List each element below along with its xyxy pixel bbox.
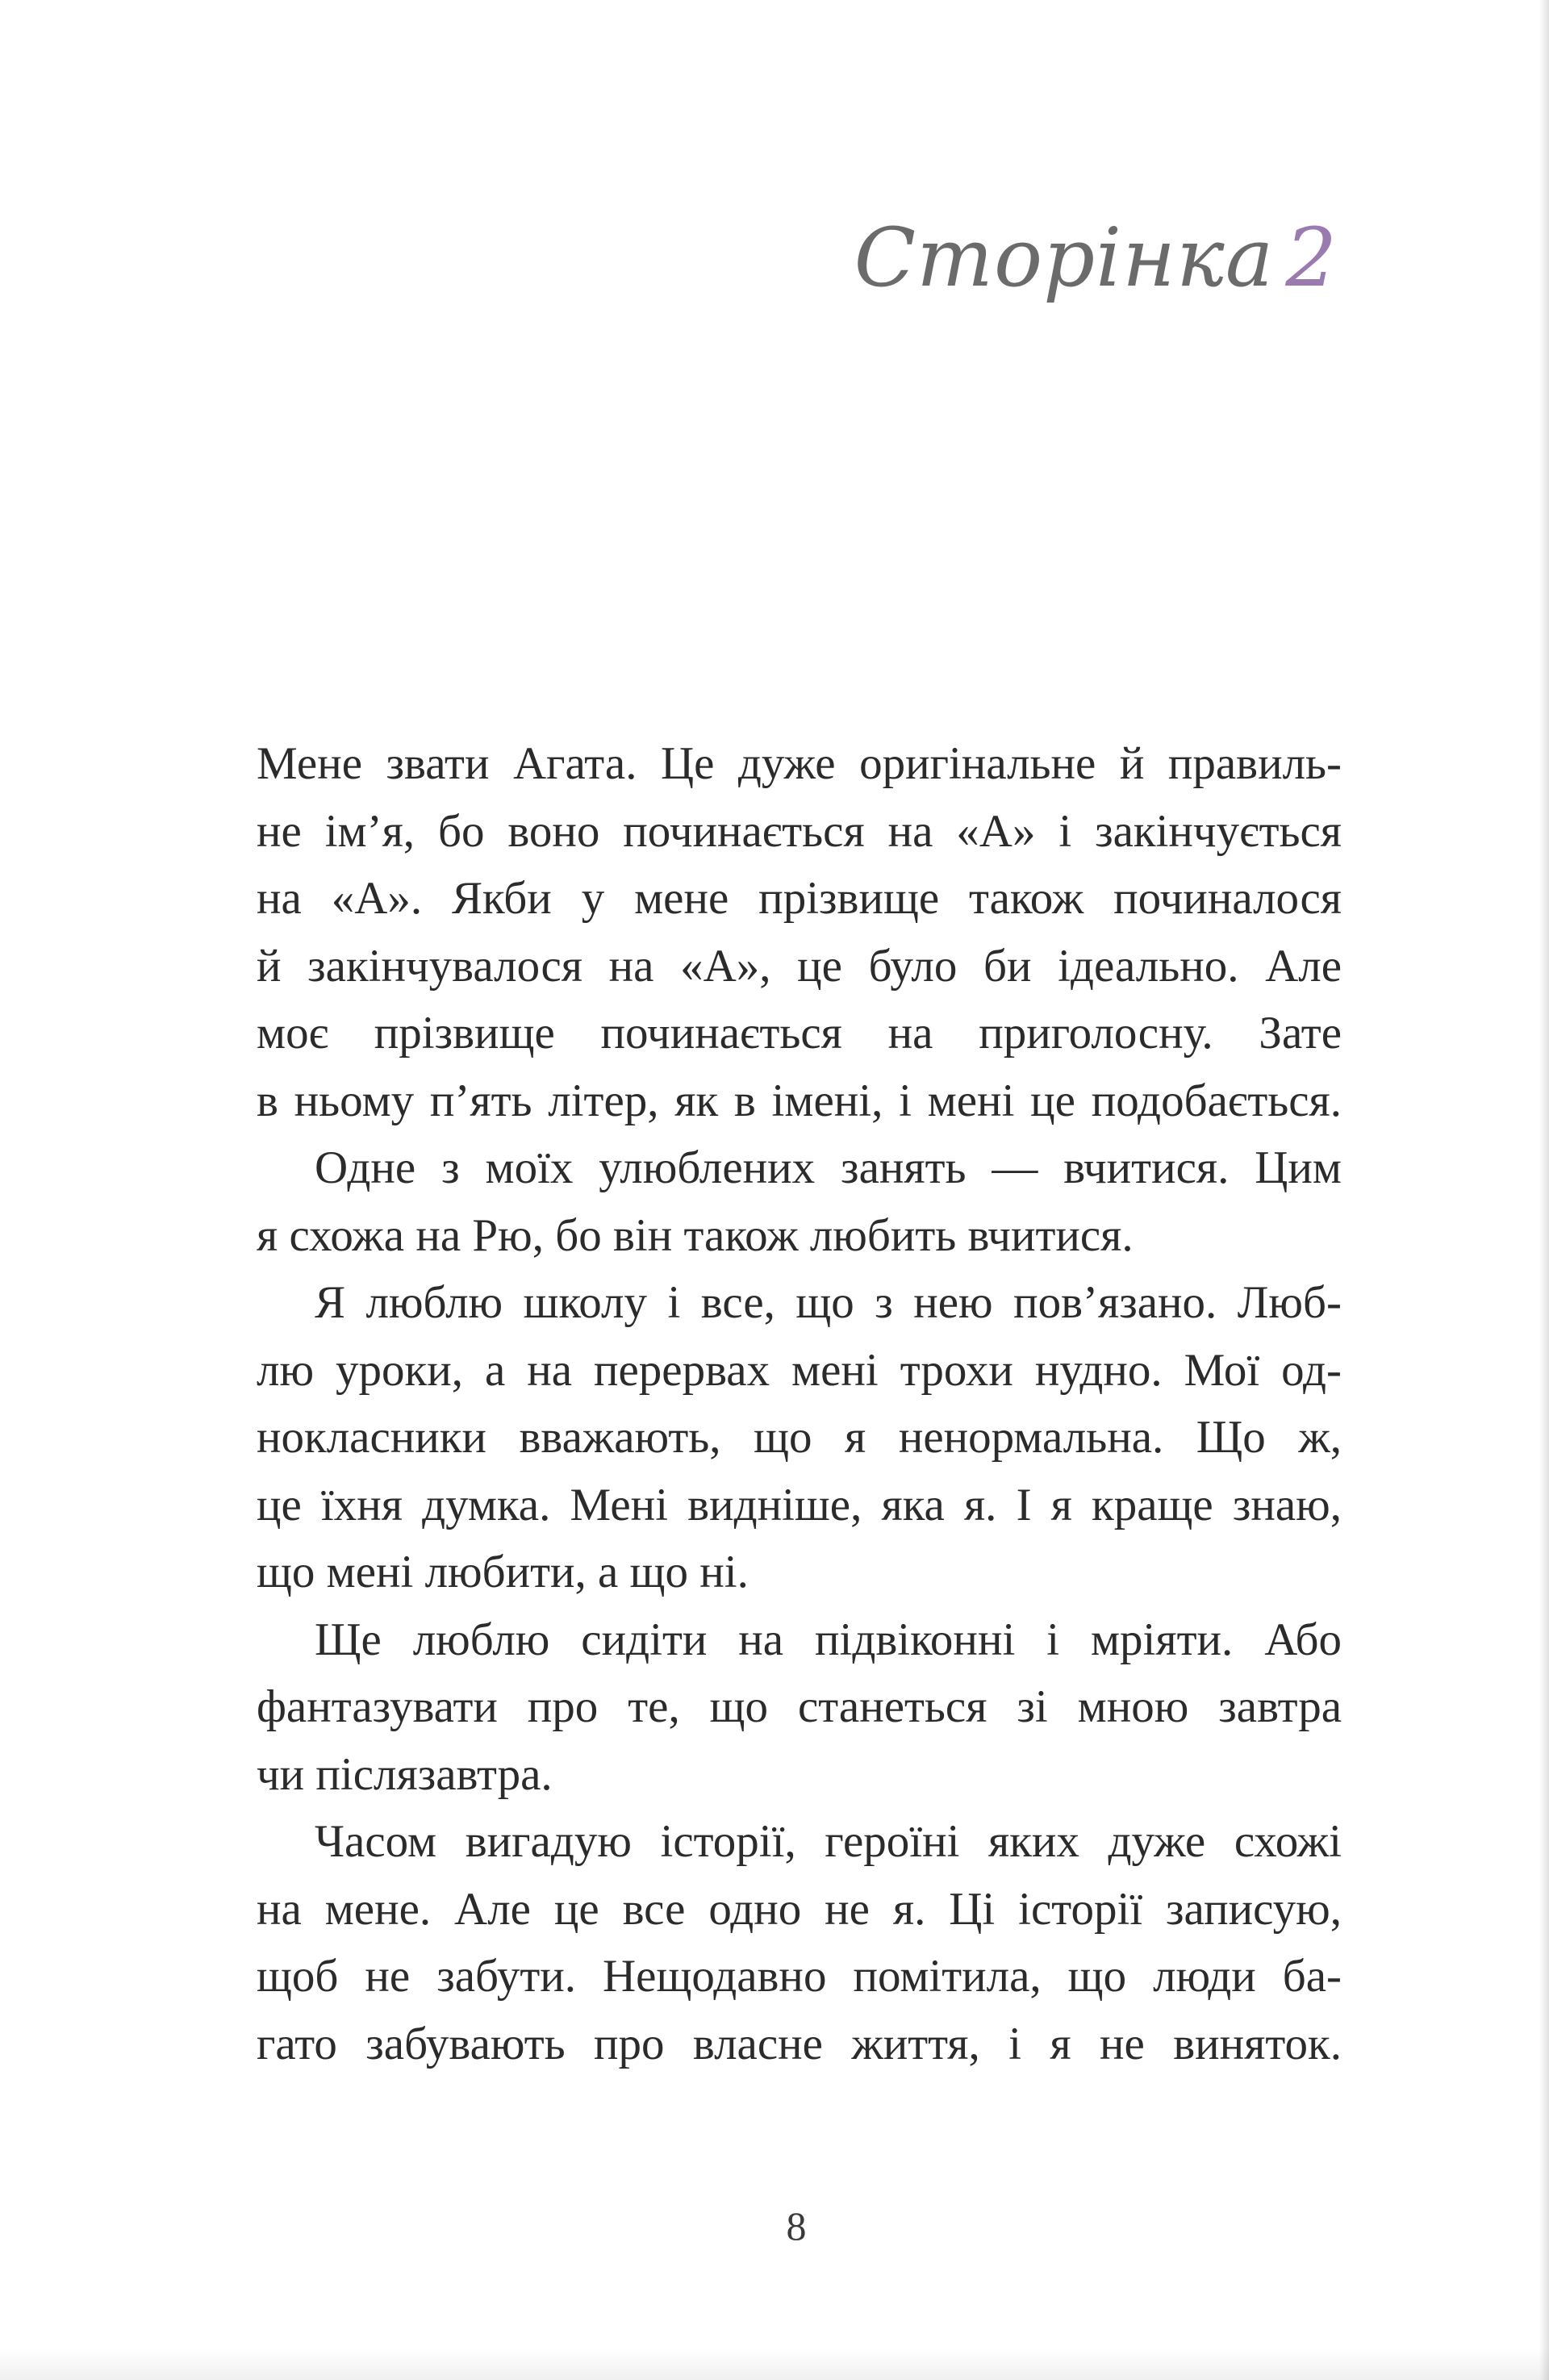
chapter-word: Сторінка (854, 211, 1275, 305)
paragraph (257, 1808, 1342, 2077)
text-line: я схожа на Рю, бо він також любить вчитися. (257, 1209, 1134, 1261)
text-line: Я люблю школу і все, що з нею пов’язано. Люб- (315, 1277, 1342, 1328)
text-line: це їхня думка. Мені видніше, яка я. І я краще знаю, (257, 1479, 1342, 1530)
paragraph (257, 1606, 1342, 1809)
text-line: що мені любити, а що ні. (257, 1547, 749, 1597)
text-line: фантазувати про те, що станеться зі мною завтра (257, 1681, 1342, 1732)
text-line: й закінчувалося на «А», це було би ідеально. Але (257, 940, 1342, 992)
text-line: Одне з моїх улюблених занять — вчитися. Цим (315, 1142, 1342, 1193)
text-line: чи післязавтра. (257, 1748, 553, 1800)
text-line: нокласники вважають, що я ненормальна. Що ж, (257, 1412, 1342, 1463)
text-line: моє прізвище починається на приголосну. Зате (257, 1008, 1342, 1058)
text-line: щоб не забути. Нещодавно помітила, що люди ба- (257, 1951, 1342, 2002)
text-line: на «А». Якби у мене прізвище також починалося (257, 873, 1342, 924)
page-bottom-shadow (0, 2348, 1549, 2380)
paragraph (257, 1269, 1342, 1606)
text-line: на мене. Але це все одно не я. Ці історії записую, (257, 1883, 1342, 1935)
body-text (257, 730, 1342, 2077)
text-line: лю уроки, а на перервах мені трохи нудно. Мої од- (257, 1344, 1342, 1396)
text-line: Мене звати Агата. Це дуже оригінальне й правиль- (257, 738, 1342, 789)
chapter-number: 2 (1285, 211, 1338, 305)
page-edge-shadow (1539, 0, 1549, 2380)
text-line: в ньому п’ять літер, як в імені, і мені це подобається. (257, 1075, 1342, 1126)
text-line: Ще люблю сидіти на підвіконні і мріяти. Або (315, 1614, 1342, 1665)
page-number: 8 (786, 2203, 807, 2248)
paragraph (257, 730, 1342, 1134)
chapter-title (854, 211, 1338, 305)
text-line: Часом вигадую історії, героїні яких дуже схожі (315, 1816, 1342, 1867)
paragraph (257, 1134, 1342, 1269)
text-line: не ім’я, бо воно починається на «А» і закінчується (257, 805, 1342, 857)
text-line: гато забувають про власне життя, і я не виняток. (257, 2018, 1342, 2069)
